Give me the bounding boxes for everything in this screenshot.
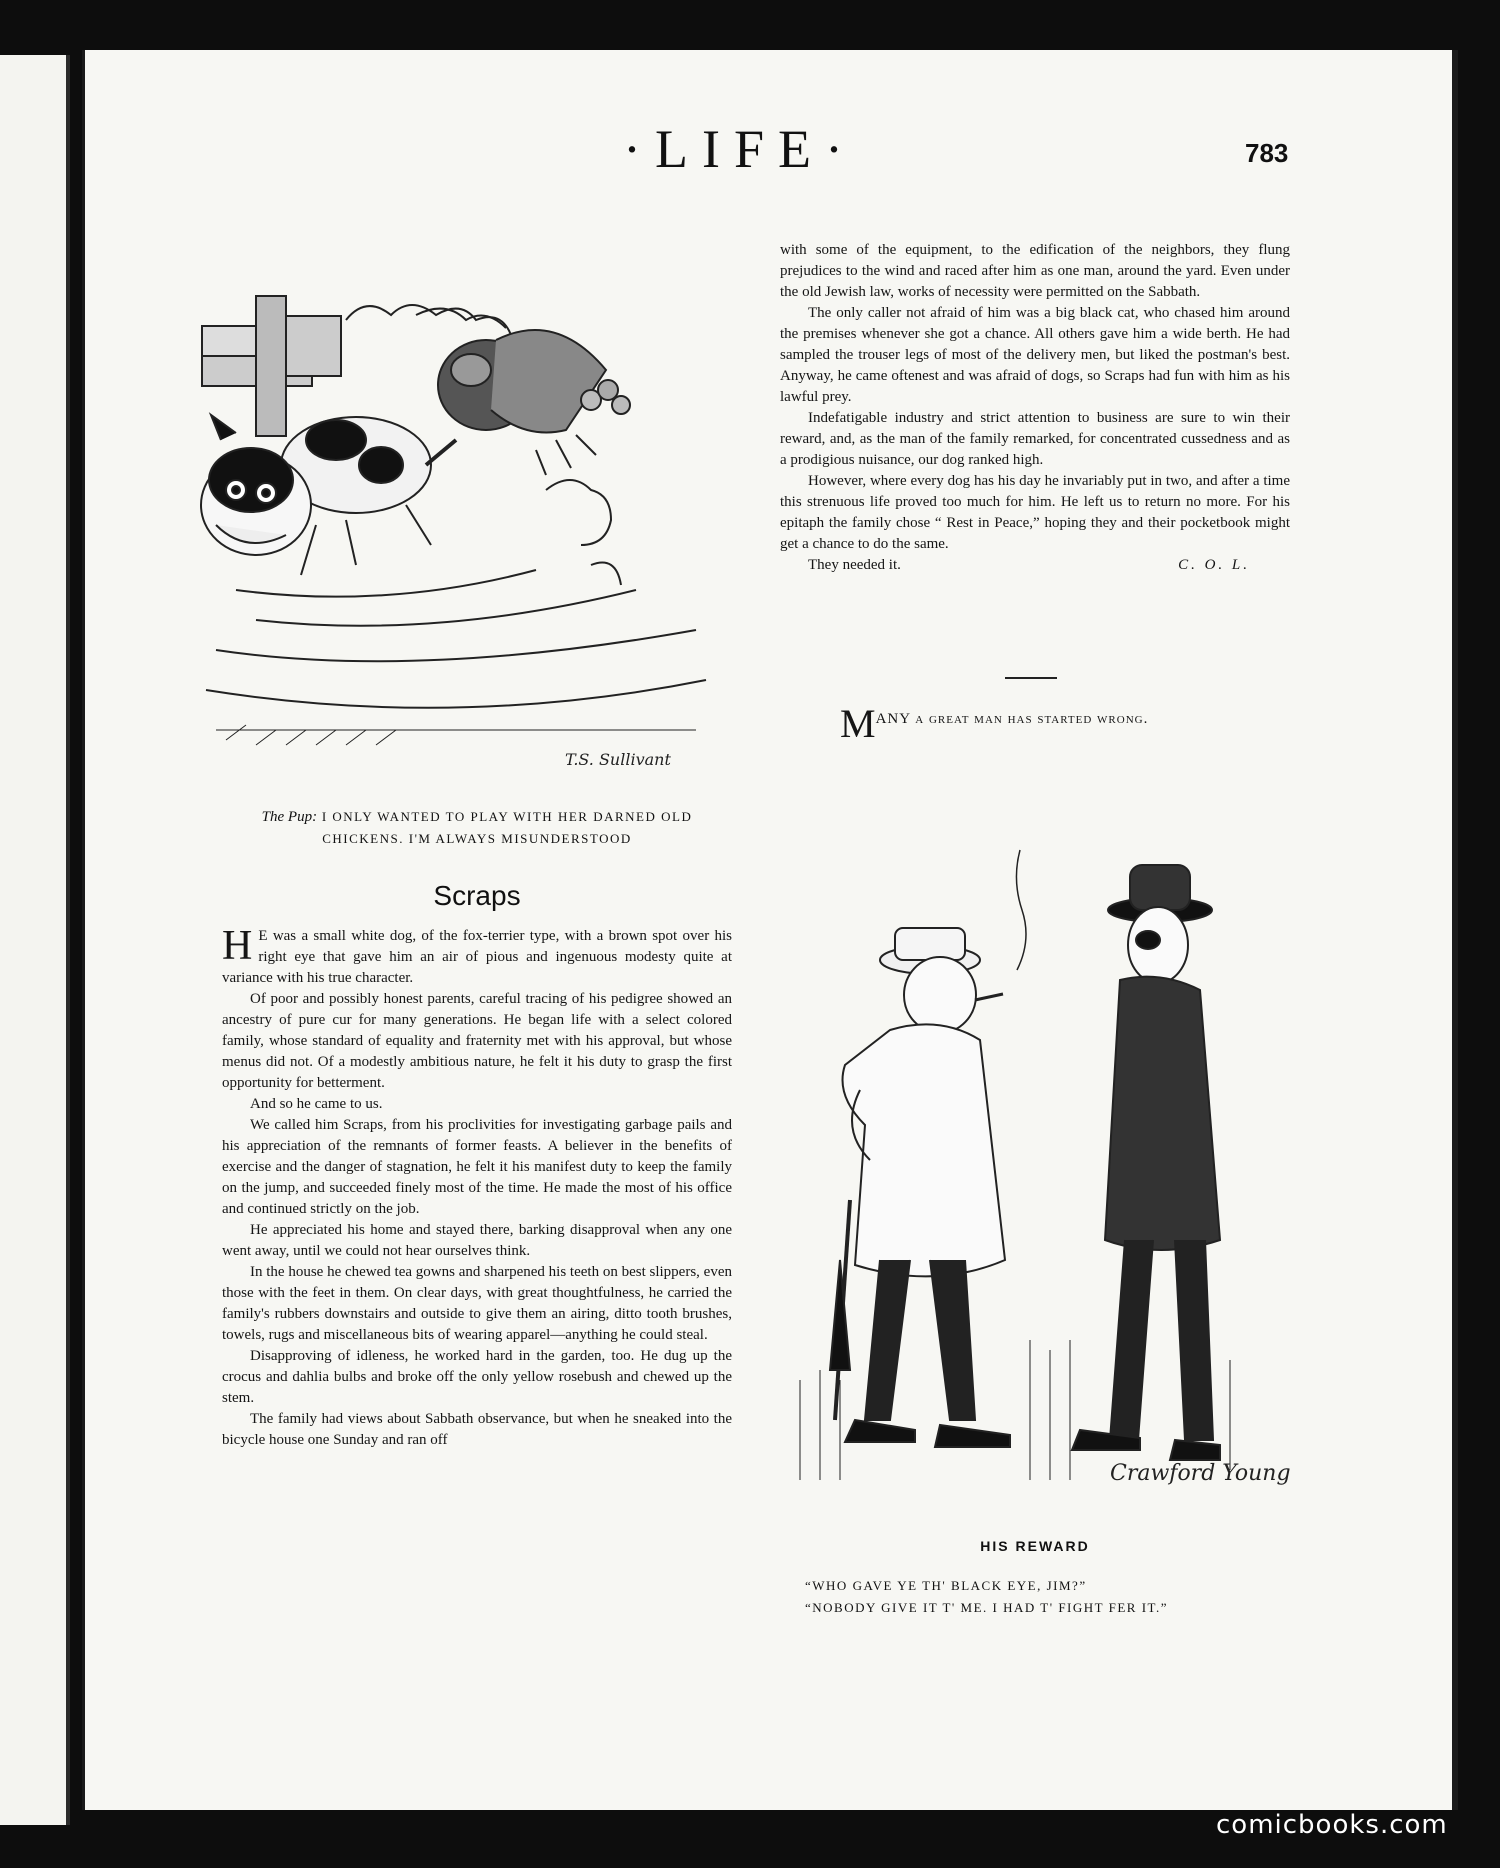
pup-signature-text: T.S. Sullivant [565, 750, 671, 769]
article-paragraph: Of poor and possibly honest parents, careful tracing of his pedigree showed an ancestry of pure cur for many generations. He began life with a select colored family, whose standard of equality and fraternity met with his approval, but whose menus did not. Of a modestly ambitious nature, he felt it his duty to grasp the first opportunity for betterment. [222, 991, 732, 1091]
closing-line: They needed it. [808, 557, 901, 573]
reward-cartoon-title: HIS REWARD [980, 1538, 1090, 1554]
his-reward-cartoon-illustration [780, 780, 1291, 1520]
reward-artist-signature: Crawford Young [1110, 1461, 1291, 1486]
article-right-column [780, 240, 1290, 576]
quip-line [840, 700, 1280, 747]
article-paragraph: He appreciated his home and stayed there, barking disapproval when any one went away, until we could not hear ourselves think. [222, 1222, 732, 1259]
article-paragraph: Disapproving of idleness, he worked hard in the garden, too. He dug up the crocus and dahlia bulbs and broke off the only yellow rosebush and chewed up the stem. [222, 1348, 732, 1406]
article-signoff [780, 555, 1290, 576]
watermark: comicbooks.com [1216, 1810, 1448, 1840]
article-continuation: with some of the equipment, to the edification of the neighbors, they flung prejudices to the wind and raced after him as one man, around the yard. Even under the old Jewish law, works of necessity were permitted on the Sabbath. [780, 242, 1290, 300]
dialogue-line-2: “NOBODY GIVE IT T' ME. I HAD T' FIGHT FER IT.” [805, 1600, 1169, 1615]
article-title: Scraps [433, 880, 521, 911]
facing-page-edge [0, 55, 70, 1825]
page-number: 783 [1245, 138, 1289, 168]
article-paragraph: However, where every dog has his day he invariably put in two, and after a time this strenuous life proved too much for him. He left us to return no more. For his epitaph the family chose “ Rest in Peace,” hoping they and their pocketbook might get a chance to do the same. [780, 473, 1290, 552]
article-paragraph: The only caller not afraid of him was a big black cat, who chased him around the premises whenever she got a chance. All others gave him a wide berth. He had sampled the trouser legs of most of the delivery men, but liked the postman's best. Anyway, he came oftenest and was afraid of dogs, so Scraps had fun with him as his lawful prey. [780, 305, 1290, 405]
caption-speaker: The Pup: [261, 809, 318, 825]
article-paragraph: The family had views about Sabbath observance, but when he sneaked into the bicycle house one Sunday and ran off [222, 1411, 732, 1448]
author-initials: C. O. L. [1178, 557, 1250, 573]
reward-cartoon-dialogue [805, 1575, 1285, 1619]
section-divider [1005, 677, 1057, 679]
caption-line-1: I ONLY WANTED TO PLAY WITH HER DARNED OLD [321, 809, 693, 824]
article-left-column [222, 923, 732, 1451]
pup-artist-signature [560, 745, 730, 775]
first-paragraph-text: E was a small white dog, of the fox-terrier type, with a brown spot over his right eye that gave him an air of pious and ingenuous modesty quite at variance with his true character. [222, 928, 732, 986]
article-paragraph: And so he came to us. [250, 1096, 383, 1112]
dialogue-line-1: “WHO GAVE YE TH' BLACK EYE, JIM?” [805, 1578, 1087, 1593]
quip-text: ANY a great man has started wrong. [875, 711, 1149, 727]
article-paragraph: In the house he chewed tea gowns and sharpened his teeth on best slippers, even those with the feet in them. On clear days, with great thoughtfulness, he carried the family's rubbers downstairs and outside to give them an airing, ditto tooth brushes, towels, rugs and miscellaneous bits of wearing apparel—anything he could steal. [222, 1264, 732, 1343]
masthead-title: ·LIFE· [623, 119, 857, 179]
article-paragraph: Indefatigable industry and strict attention to business are sure to win their reward, and, as the man of the family remarked, for concentrated cussedness and as a prodigious nuisance, our dog ranked high. [780, 410, 1290, 468]
article-paragraph: We called him Scraps, from his proclivities for investigating garbage pails and his appreciation of the remnants of former feasts. A believer in the benefits of exercise and the danger of stagnation, he felt it his manifest duty to keep the family on the jump, and succeeded finely most of the time. He made the most of his office and continued strictly on the job. [222, 1117, 732, 1217]
caption-line-2: CHICKENS. I'M ALWAYS MISUNDERSTOOD [322, 831, 632, 846]
pup-cartoon-caption [222, 806, 732, 849]
article-first-paragraph [222, 923, 732, 989]
drop-cap-h: H [222, 923, 253, 969]
quip-drop-cap: M [840, 701, 876, 746]
pup-cartoon-illustration [196, 290, 736, 790]
